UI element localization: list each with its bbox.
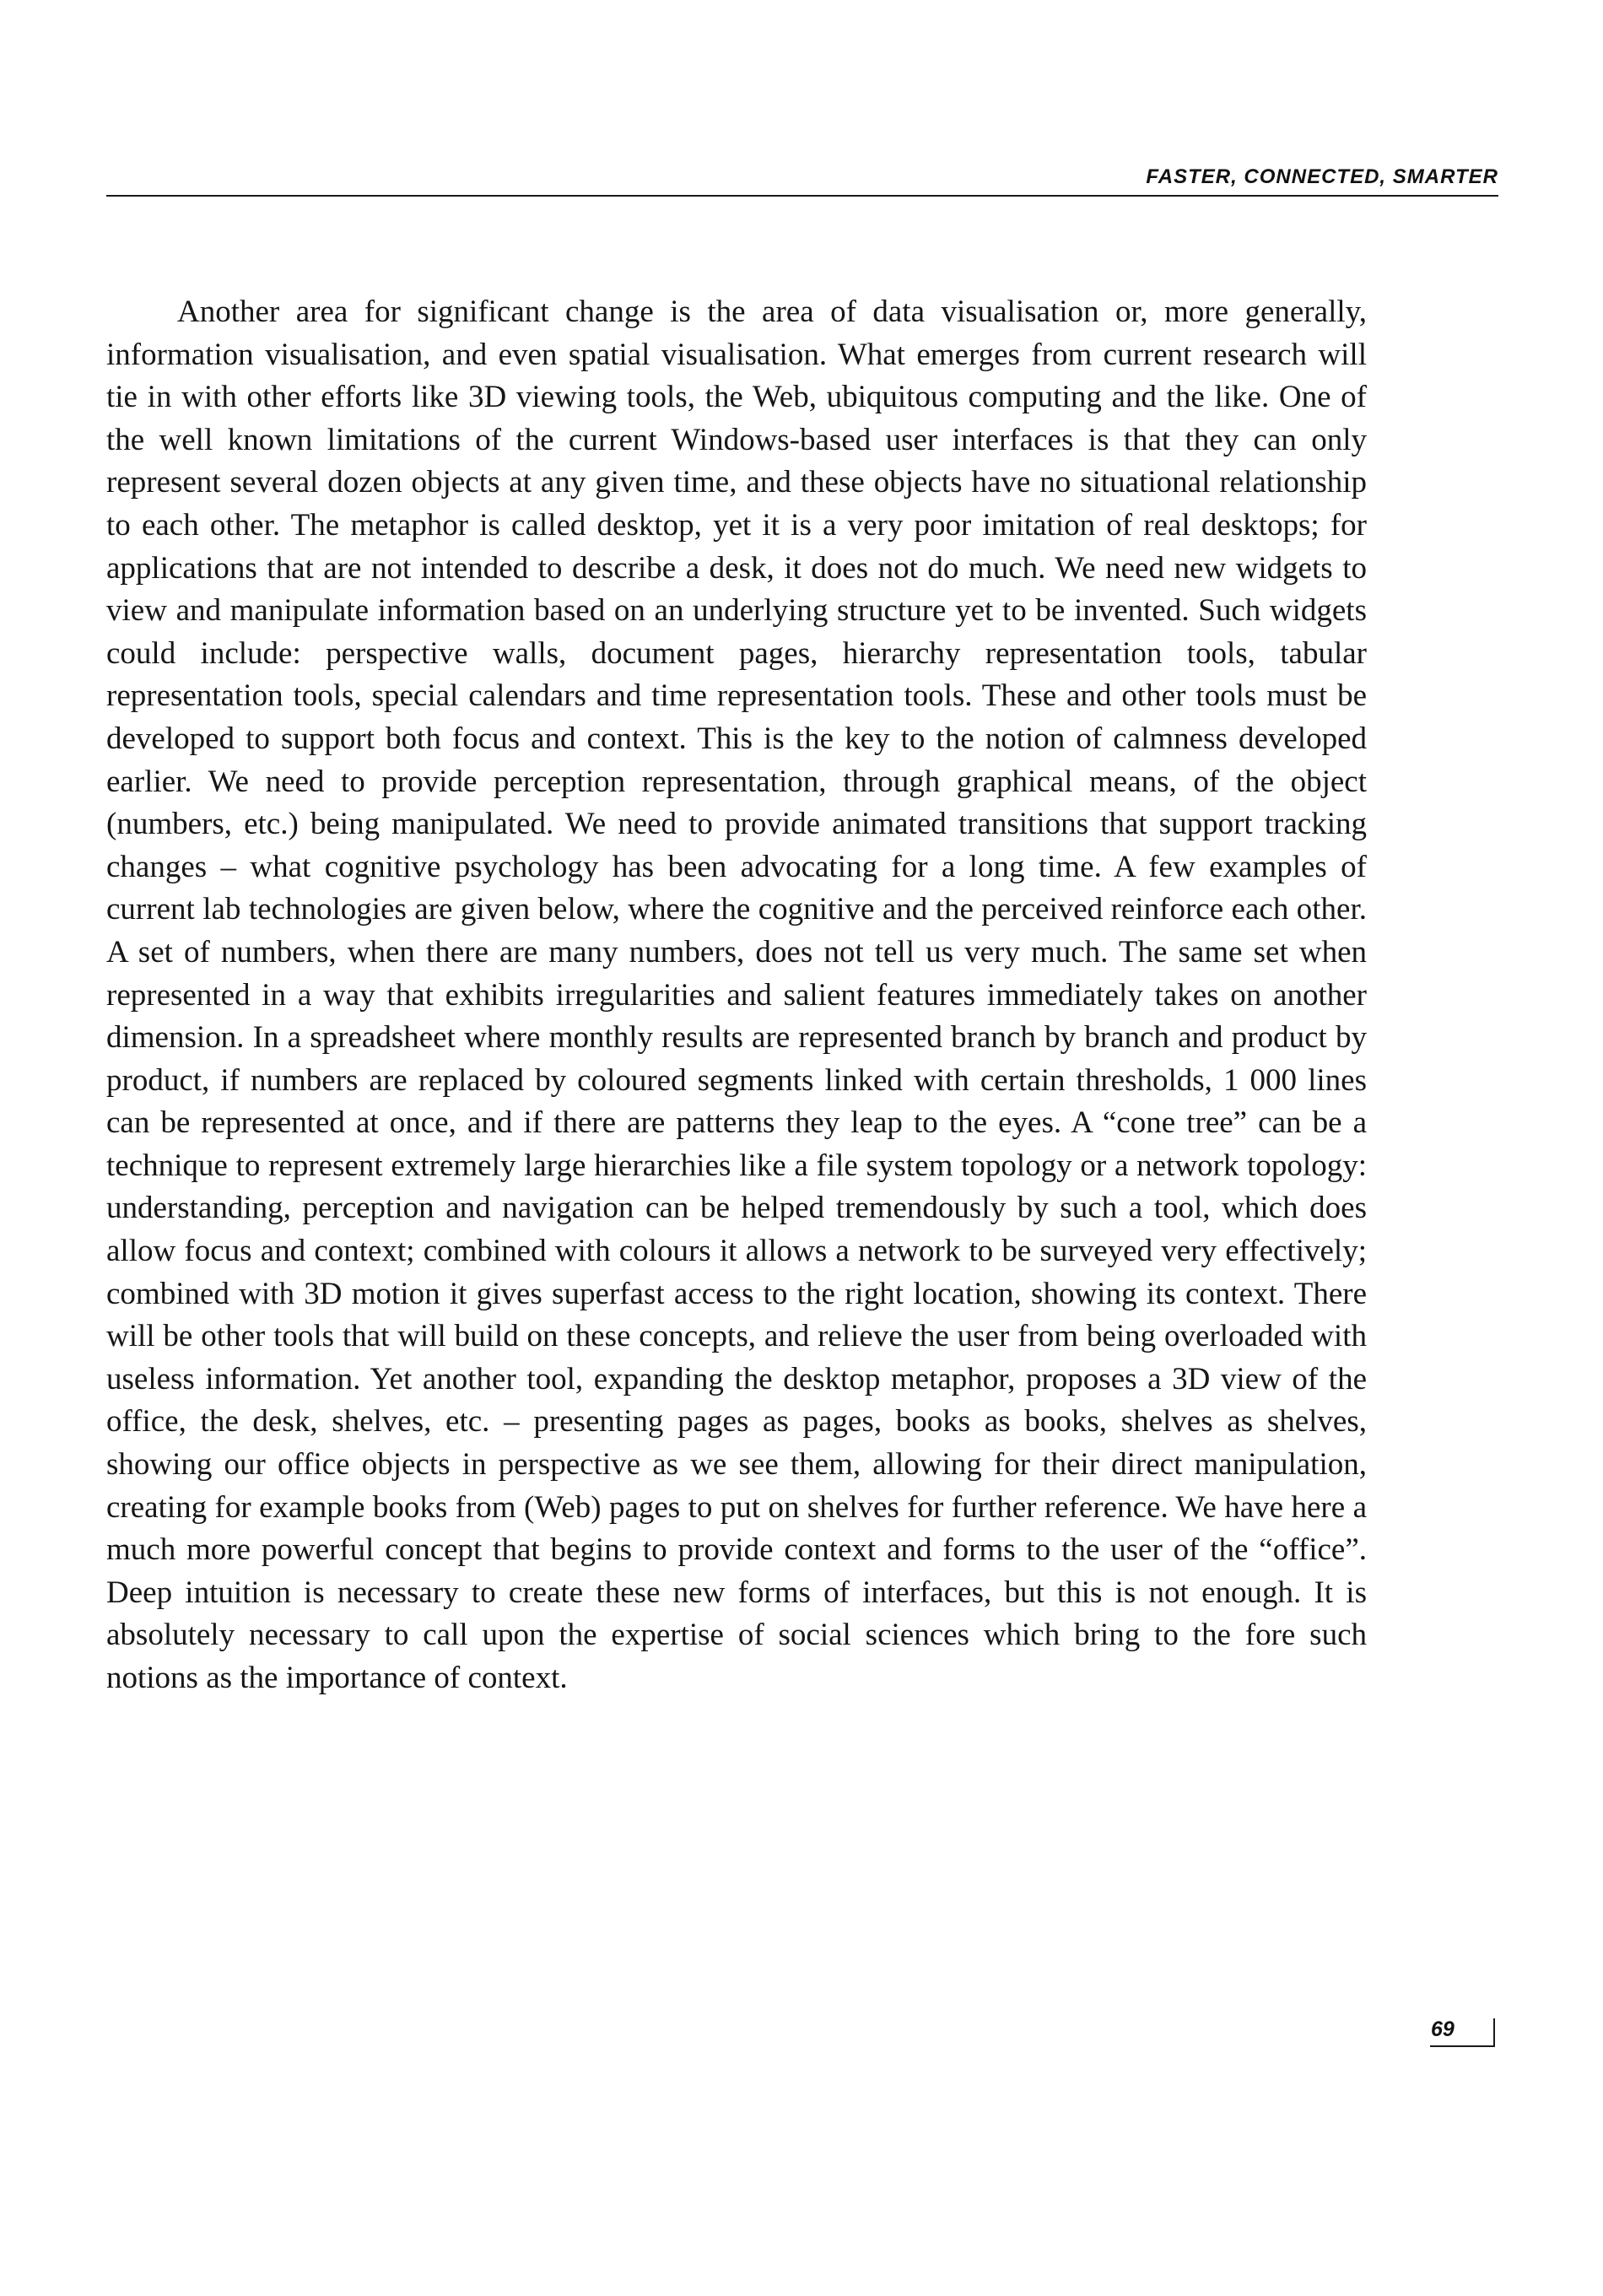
page-number-underline [1430, 2045, 1494, 2047]
page-number-bar [1493, 2018, 1495, 2047]
running-header-title: FASTER, CONNECTED, SMARTER [1146, 165, 1498, 188]
body-paragraph: Another area for significant change is the area of data visualisation or, more generally, information visualisation, and even spatial visualisation. What emerges from current research will tie in with other efforts like 3D viewing tools, the Web, ubiquitous computing and the like. One of the well known limitations of the current Windows-based user interfaces is that they can only represent several dozen objects at any given time, and these objects have no situational relationship to each other. The metaphor is called desktop, yet it is a very poor imitation of real desktops; for applications that are not intended to describe a desk, it does not do much. We need new widgets to view and manipulate information based on an underlying structure yet to be invented. Such widgets could include: perspective walls, document pages, hierarchy representation tools, tabular representation tools, special calendars and time representation tools. These and other tools must be developed to support both focus and context. This is the key to the notion of calmness developed earlier. We need to provide perception representation, through graphical means, of the object (numbers, etc.) being manipulated. We need to provide animated transitions that support tracking changes – what cognitive psychology has been advocating for a long time. A few examples of current lab technologies are given below, where the cognitive and the perceived reinforce each other. A set of numbers, when there are many numbers, does not tell us very much. The same set when represented in a way that exhibits irregularities and salient features immediately takes on another dimension. In a spreadsheet where monthly results are represented branch by branch and product by product, if numbers are replaced by coloured segments linked with certain thresholds, 1 000 lines can be represented at once, and if there are patterns they leap to the eyes. A “cone tree” can be a technique to represent extremely large hierarchies like a file system topology or a network topology: understanding, perception and navigation can be helped tremendously by such a tool, which does allow focus and context; combined with colours it allows a network to be surveyed very effectively; combined with 3D motion it gives superfast access to the right location, showing its context. There will be other tools that will build on these concepts, and relieve the user from being overloaded with useless information. Yet another tool, expanding the desktop metaphor, proposes a 3D view of the office, the desk, shelves, etc. – presenting pages as pages, books as books, shelves as shelves, showing our office objects in perspective as we see them, allowing for their direct manipulation, creating for example books from (Web) pages to put on shelves for further reference. We have here a much more powerful concept that begins to provide context and forms to the user of the “office”. Deep intuition is necessary to create these new forms of interfaces, but this is not enough. It is absolutely necessary to call upon the expertise of social sciences which bring to the fore such notions as the importance of context. [106, 294, 1367, 1695]
header-rule [106, 195, 1498, 197]
page-number: 69 [1431, 2018, 1455, 2041]
